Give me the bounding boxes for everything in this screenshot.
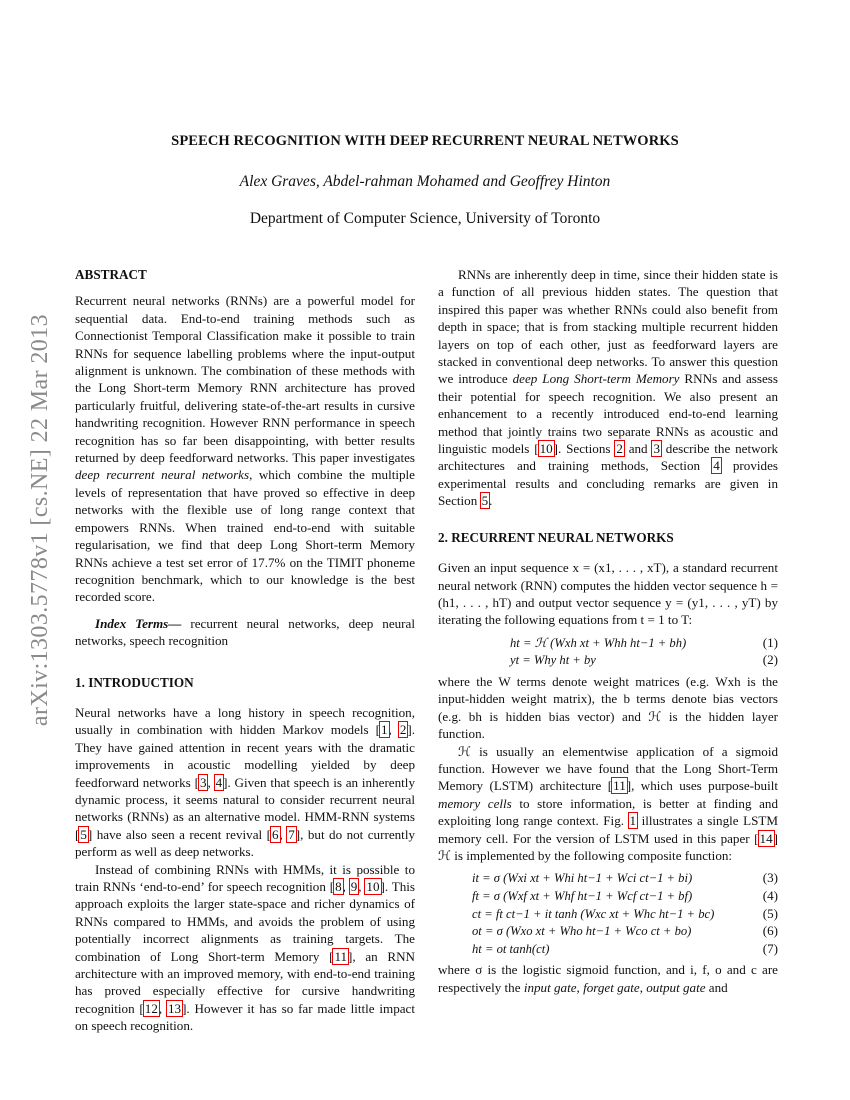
equation-body: ct = ft ct−1 + it tanh (Wxc xt + Whc ht−1 + bc) [472,906,715,921]
index-terms: Index Terms— recurrent neural networks, deep neural networks, speech recognition [75,615,415,649]
arxiv-id-text: arXiv:1303.5778v1 [cs.NE] 22 Mar 2013 [26,313,53,727]
citation-link[interactable]: 6 [271,826,279,842]
citation-link[interactable]: 12 [144,1000,158,1016]
intro-paragraph-1: Neural networks have a long history in speech recognition, usually in combination with hidden Markov models [1, 2]. They have gained attention in recent years with the dramatic improvements in acoustic modelling yielded by deep feedforward networks [3, 4]. Given that speech is an inherently dynamic process, it seems natural to consider recurrent neural networks (RNNs) as an alternative model. HMM-RNN systems [5] have also seen a recent revival [6, 7], but do not currently perform as well as deep networks. [75,704,416,860]
forget-gate-term: forget gate [583,979,640,995]
index-terms-label: Index Terms— [95,615,182,631]
affiliation: Department of Computer Science, University of Toronto [249,210,601,227]
citation-link[interactable]: 4 [215,774,223,790]
citation-link[interactable]: 10 [366,879,380,894]
equation-2 [510,651,778,669]
right-column [438,266,778,996]
equation-number: (7) [762,940,778,956]
section-link[interactable]: 2 [616,441,623,457]
equation-number: (1) [762,634,778,650]
equation-block-1 [510,634,778,669]
figure-link[interactable]: 1 [629,813,637,829]
citation-link[interactable]: 2 [399,722,407,738]
left-column [75,266,415,1035]
rnn-paragraph-2: where the W terms denote weight matrices (e.g. Wxh is the input-hidden weight matrix), the b terms denote bias vectors (e.g. bh is hidden bias vector) and ℋ is the hidden layer function. [438,673,778,742]
citation-link[interactable]: 13 [167,1000,182,1016]
abstract-heading: ABSTRACT [75,267,147,282]
equation-number: (3) [762,870,778,886]
equation-body: it = σ (Wxi xt + Whi ht−1 + Wci ct−1 + bi) [472,871,693,886]
equation-body: ot = σ (Wxo xt + Who ht−1 + Wco ct + bo) [472,924,692,939]
equation-4 [472,887,778,905]
abstract-emphasis: deep recurrent neural networks [75,467,250,483]
equation-block-2 [472,869,778,957]
citation-link[interactable]: 3 [199,774,207,790]
equation-body: yt = Why ht + by [510,653,596,668]
rnn-paragraph-3: ℋ is usually an elementwise application of a sigmoid function. However we have found that the Long Short-Term Memory (LSTM) architecture [11], which uses purpose-built memory cells to store information, is better at finding and exploiting long range context. Fig. 1 illustrates a single LSTM memory cell. For the version of LSTM used in this paper [14] ℋ is implemented by the following composite function: [438,743,779,863]
equation-5 [472,905,778,923]
input-gate-term: input gate [523,979,577,995]
equation-number: (6) [762,923,778,939]
section-link[interactable]: 5 [481,493,489,509]
citation-link[interactable]: 10 [539,441,553,457]
paper-title: SPEECH RECOGNITION WITH DEEP RECURRENT NEURAL NETWORKS [171,133,679,149]
citation-link[interactable]: 9 [350,879,358,894]
output-gate-term: output gate [646,979,706,995]
citation-link[interactable]: 14 [759,830,773,846]
intro-continuation: RNNs are inherently deep in time, since their hidden state is a function of all previous hidden states. The question that inspired this paper was whether RNNs could also benefit from depth in space; that is from stacking multiple recurrent hidden layers on top of each other, just as feedforward layers are stacked in conventional deep networks. To answer this question we introduce deep Long Short-term Memory RNNs and assess their potential for speech recognition. We also present an enhancement to a recently introduced end-to-end learning method that jointly trains two separate RNNs as acoustic and linguistic models [10]. Sections 2 and 3 describe the network architectures and training methods, Section 4 provides experimental results and concluding remarks are given in Section 5. [438,267,778,509]
introduction-heading: 1. INTRODUCTION [75,674,194,690]
author-list: Alex Graves, Abdel-rahman Mohamed and Geoffrey Hinton [239,173,611,190]
section-link[interactable]: 4 [713,458,720,474]
abstract-text: Recurrent neural networks (RNNs) are a powerful model for sequential data. End-to-end training methods such as Connectionist Temporal Classification make it possible to train RNNs for sequence labelling problems where the input-output alignment is unknown. The combination of these methods with the Long Short-term Memory RNN architecture has proved particularly fruitful, delivering state-of-the-art results in cursive handwriting recognition. However RNN performance in speech recognition has so far been disappointing, with better results returned by deep feedforward networks. This paper investigates deep recurrent neural networks, which combine the multiple levels of representation that have proved so effective in deep networks with the flexible use of long range context that empowers RNNs. When trained end-to-end with suitable regularisation, we find that deep Long Short-term Memory RNNs achieve a test set error of 17.7% on the TIMIT phoneme recognition benchmark, which to our knowledge is the best recorded score. [75,293,415,605]
arxiv-identifier [20,295,60,745]
equation-number: (4) [762,887,778,903]
citation-link[interactable]: 5 [80,826,87,842]
rnn-paragraph-4: where σ is the logistic sigmoid function, and i, f, o and c are respectively the input gate, forget gate, output gate and [438,962,778,995]
memory-cells-emphasis: memory cells [438,795,512,811]
equation-3 [472,869,778,887]
section-link[interactable]: 3 [653,441,660,457]
equation-6 [472,922,778,940]
citation-link[interactable]: 1 [381,722,388,738]
equation-body: ht = ot tanh(ct) [472,941,550,956]
rnn-paragraph-1: Given an input sequence x = (x1, . . . , xT), a standard recurrent neural network (RNN) computes the hidden vector sequence h = (h1, . . . , hT) and output vector sequence y = (y1, . . . , yT) by iterating the following equations from t = 1 to T: [438,560,778,628]
citation-link[interactable]: 11 [613,778,626,794]
equation-body: ht = ℋ (Wxh xt + Whh ht−1 + bh) [510,635,687,650]
citation-link[interactable]: 11 [334,948,348,964]
equation-number: (2) [762,652,778,668]
intro-paragraph-2: Instead of combining RNNs with HMMs, it is possible to train RNNs ‘end-to-end’ for speech recognition [8, 9, 10]. This approach exploits the larger state-space and richer dynamics of RNNs compared to HMMs, and avoids the problem of using potentially incorrect alignments as training targets. The combination of Long Short-term Memory [11], an RNN architecture with an improved memory, with end-to-end training has proved especially effective for cursive handwriting recognition [12, 13]. However it has so far made little impact on speech recognition. [75,861,416,1034]
equation-1 [510,634,778,652]
citation-link[interactable]: 8 [335,879,342,894]
intro-emphasis: deep Long Short-term Memory [512,371,680,387]
citation-link[interactable]: 7 [288,826,295,842]
equation-7 [472,940,778,958]
equation-number: (5) [762,905,778,921]
equation-body: ft = σ (Wxf xt + Whf ht−1 + Wcf ct−1 + bf) [472,888,693,903]
rnn-section-heading: 2. RECURRENT NEURAL NETWORKS [438,529,674,545]
